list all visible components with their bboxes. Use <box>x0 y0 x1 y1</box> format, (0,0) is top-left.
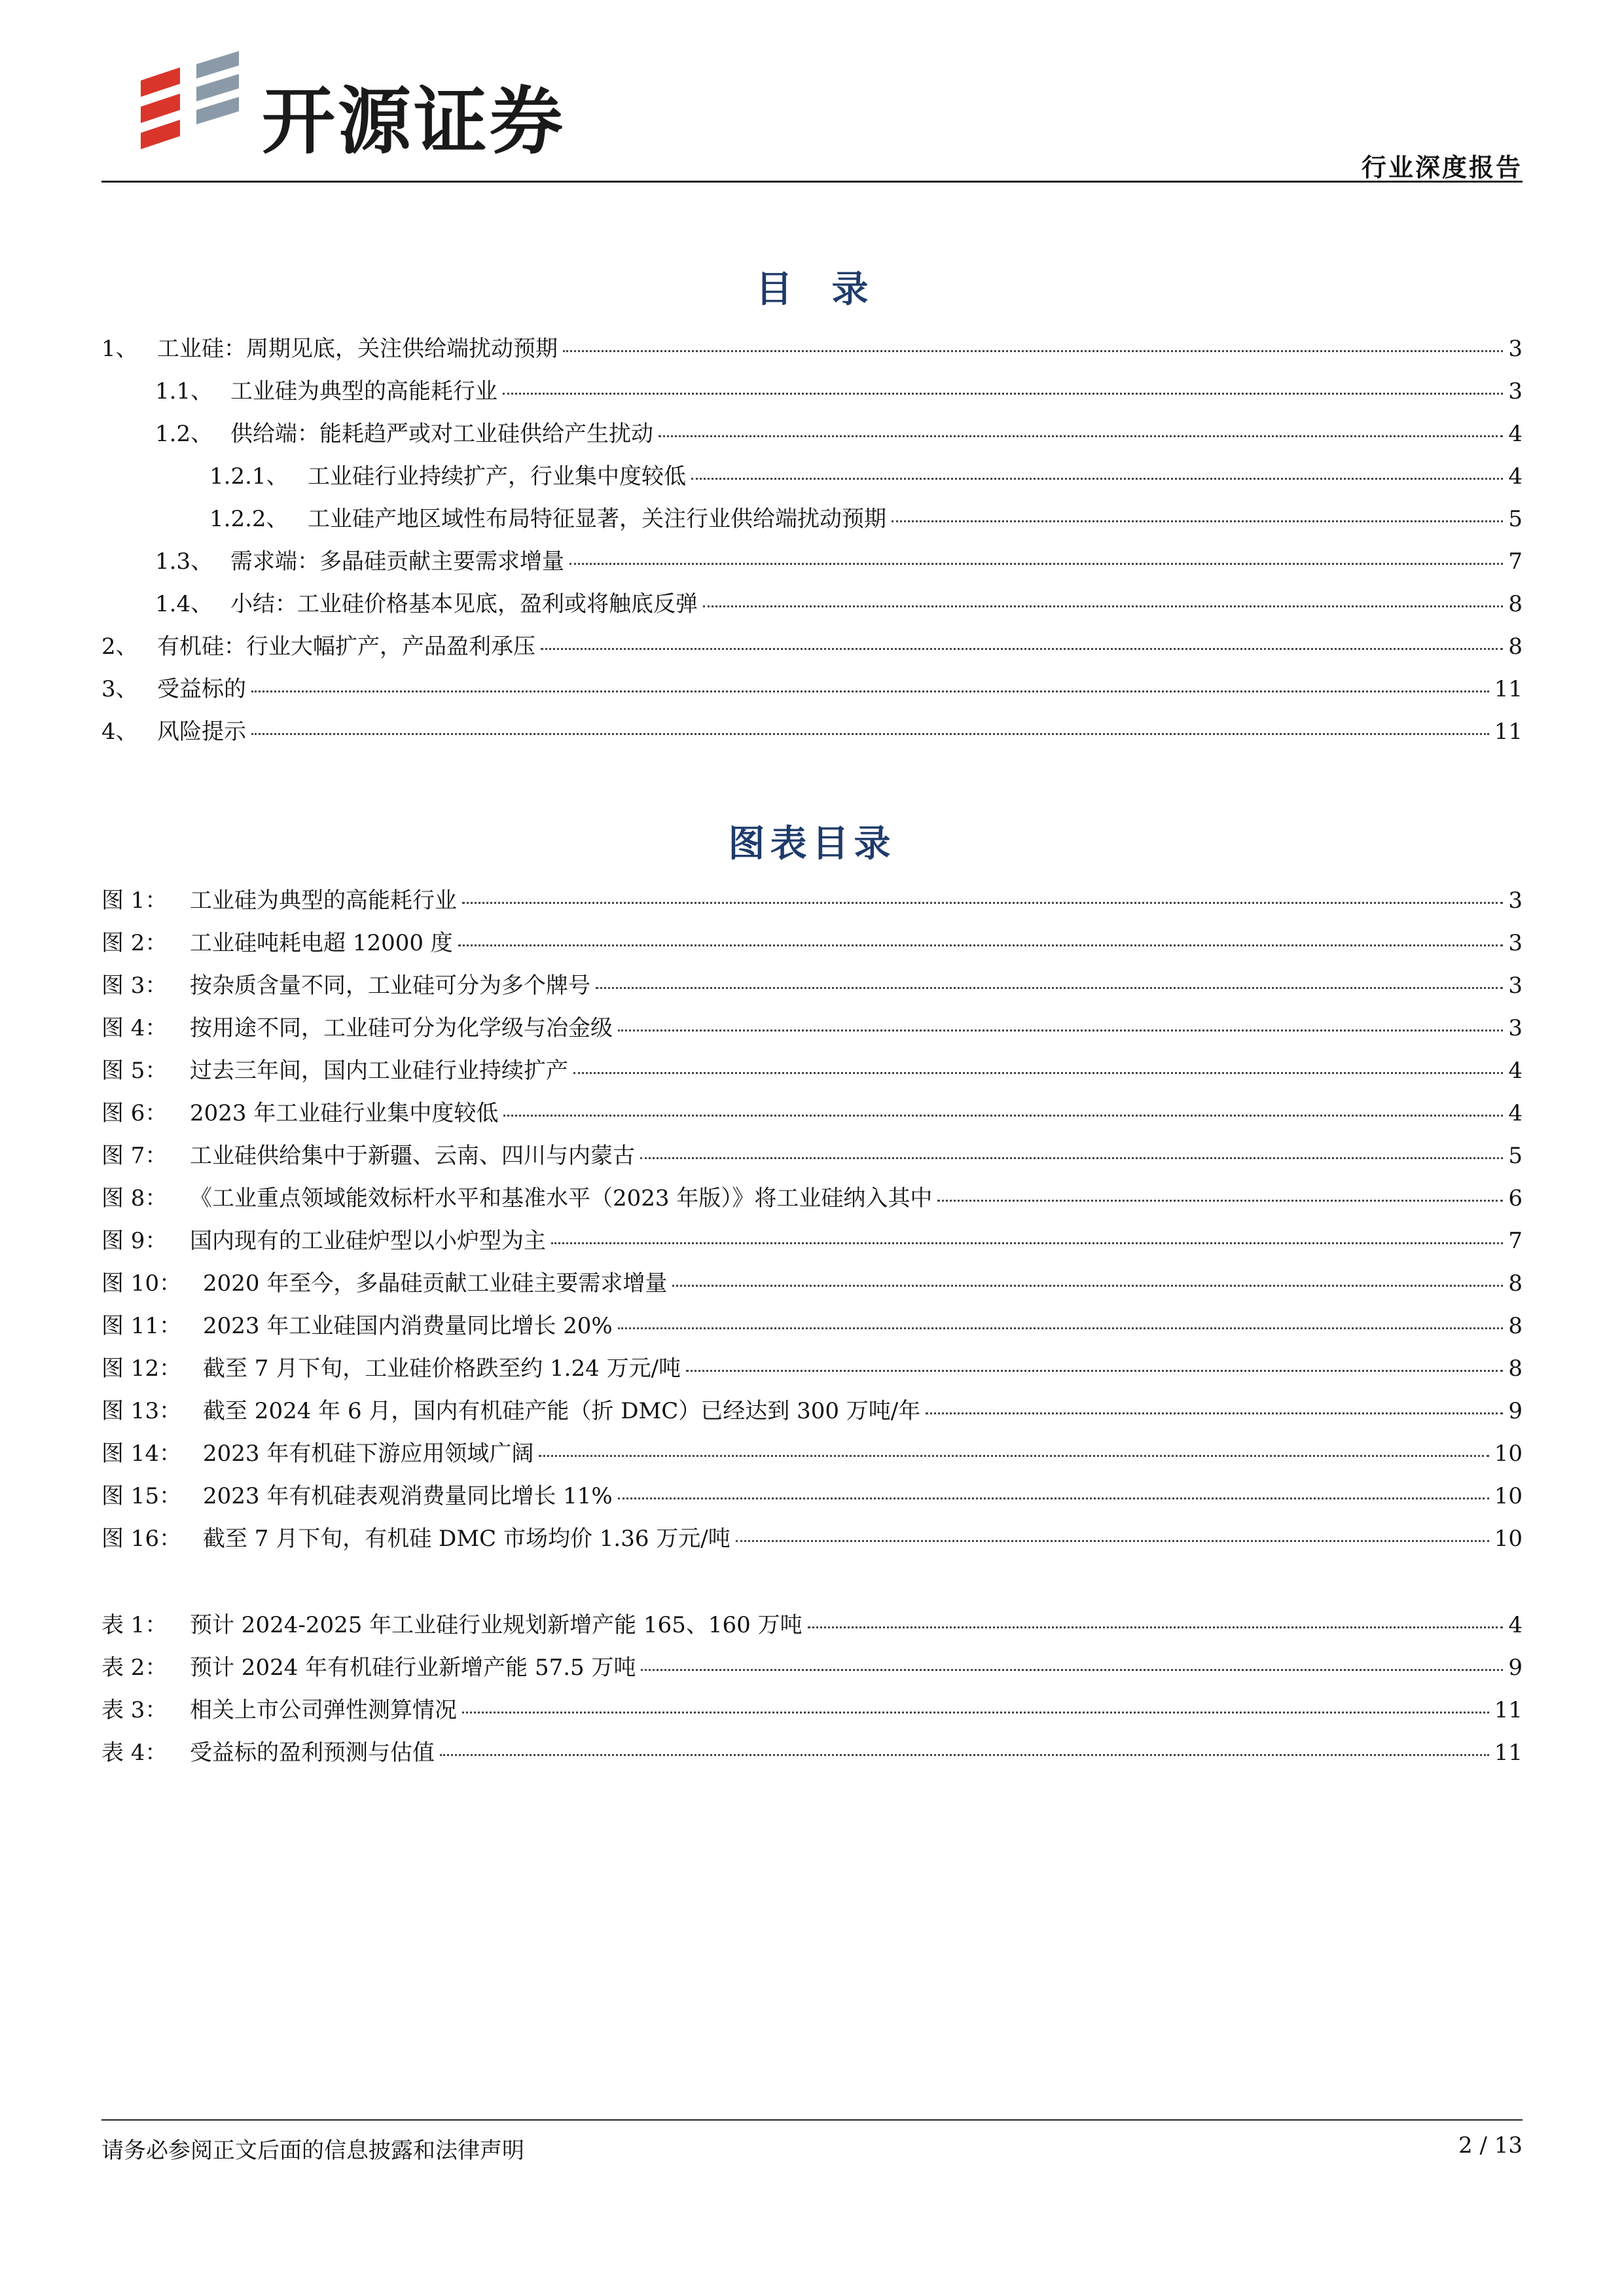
figure-page: 10 <box>1494 1441 1523 1467</box>
figure-title: 截至 7 月下旬，工业硅价格跌至约 1.24 万元/吨 <box>203 1355 681 1382</box>
figure-page: 8 <box>1508 1270 1523 1297</box>
dot-leader <box>641 1669 1503 1671</box>
figure-number: 图 4： <box>101 1015 168 1041</box>
figure-number: 图 9： <box>101 1228 168 1254</box>
figure-page: 9 <box>1508 1398 1523 1424</box>
dot-leader <box>937 1200 1503 1202</box>
report-type-label: 行业深度报告 <box>1361 153 1523 182</box>
figure-list-item[interactable] <box>101 1308 1523 1350</box>
figure-page: 5 <box>1508 1143 1523 1169</box>
figure-title: 工业硅为典型的高能耗行业 <box>190 888 457 914</box>
figure-title: 工业硅供给集中于新疆、云南、四川与内蒙古 <box>190 1143 635 1169</box>
figure-list-item[interactable] <box>101 1520 1523 1563</box>
figure-list-item[interactable] <box>101 967 1523 1010</box>
figure-list-title: 图表目录 <box>728 823 896 865</box>
dot-leader <box>458 944 1504 946</box>
dot-leader <box>251 691 1489 692</box>
figure-list-item[interactable] <box>101 1138 1523 1180</box>
dot-leader <box>573 1072 1503 1074</box>
figure-number: 图 15： <box>101 1483 182 1509</box>
figure-page: 4 <box>1508 1058 1523 1084</box>
toc-list <box>101 331 1523 756</box>
toc-item[interactable] <box>101 416 1523 458</box>
dot-leader <box>596 987 1503 989</box>
toc-item[interactable] <box>101 331 1523 373</box>
toc-item-page: 8 <box>1508 591 1523 617</box>
table-number: 表 1： <box>101 1612 168 1638</box>
dot-leader <box>659 435 1503 437</box>
figure-list-item[interactable] <box>101 1435 1523 1478</box>
toc-item[interactable] <box>101 543 1523 586</box>
toc-item[interactable] <box>101 713 1523 756</box>
dot-leader <box>569 563 1503 565</box>
toc-item-number: 1.2、 <box>155 421 213 447</box>
toc-item-title: 工业硅行业持续扩产，行业集中度较低 <box>308 463 686 490</box>
figure-title: 2023 年工业硅行业集中度较低 <box>190 1100 499 1126</box>
toc-item-page: 3 <box>1508 336 1523 362</box>
toc-item-number: 2、 <box>101 634 138 660</box>
dot-leader <box>672 1285 1503 1287</box>
dot-leader <box>563 350 1503 352</box>
figure-list-item[interactable] <box>101 1180 1523 1223</box>
figure-title: 过去三年间，国内工业硅行业持续扩产 <box>190 1058 568 1084</box>
toc-item-number: 1.1、 <box>155 378 213 404</box>
table-title: 相关上市公司弹性测算情况 <box>190 1697 457 1723</box>
table-page: 4 <box>1508 1612 1523 1638</box>
dot-leader <box>503 393 1503 395</box>
dot-leader <box>808 1626 1504 1628</box>
figure-title: 2023 年工业硅国内消费量同比增长 20% <box>203 1313 613 1339</box>
figure-page: 7 <box>1508 1228 1523 1254</box>
toc-item-number: 1、 <box>101 336 138 362</box>
toc-item-title: 工业硅为典型的高能耗行业 <box>230 378 497 404</box>
table-page: 9 <box>1508 1655 1523 1681</box>
figure-title: 按杂质含量不同，工业硅可分为多个牌号 <box>190 973 590 999</box>
dot-leader <box>640 1157 1503 1159</box>
figure-page: 3 <box>1508 973 1523 999</box>
figure-page: 3 <box>1508 1015 1523 1041</box>
dot-leader <box>539 1455 1489 1457</box>
figure-list-item[interactable] <box>101 1478 1523 1520</box>
figure-number: 图 7： <box>101 1143 168 1169</box>
figure-number: 图 12： <box>101 1355 182 1382</box>
toc-item-number: 4、 <box>101 719 138 745</box>
footer-divider <box>101 2119 1523 2121</box>
figure-page: 8 <box>1508 1355 1523 1382</box>
toc-item[interactable] <box>101 373 1523 416</box>
figure-number: 图 2： <box>101 930 168 956</box>
logo-mark-icon <box>134 51 245 149</box>
table-title: 预计 2024 年有机硅行业新增产能 57.5 万吨 <box>190 1655 636 1681</box>
toc-item-page: 4 <box>1508 463 1523 490</box>
figure-list-item[interactable] <box>101 882 1523 925</box>
page-number: 2 / 13 <box>1458 2132 1523 2159</box>
figure-page: 3 <box>1508 930 1523 956</box>
dot-leader <box>892 520 1503 522</box>
figure-number: 图 14： <box>101 1441 182 1467</box>
figure-number: 图 10： <box>101 1270 182 1297</box>
table-number: 表 3： <box>101 1697 168 1723</box>
table-list-item[interactable] <box>101 1734 1523 1777</box>
toc-item[interactable] <box>101 501 1523 543</box>
figure-page: 10 <box>1494 1483 1523 1509</box>
dot-leader <box>541 648 1503 650</box>
toc-item-title: 需求端：多晶硅贡献主要需求增量 <box>230 548 564 575</box>
dot-leader <box>440 1754 1489 1756</box>
toc-item-title: 工业硅：周期见底，关注供给端扰动预期 <box>157 336 558 362</box>
figure-number: 图 11： <box>101 1313 182 1339</box>
figure-list-item[interactable] <box>101 1265 1523 1308</box>
toc-item-page: 11 <box>1494 676 1523 702</box>
dot-leader <box>703 605 1503 607</box>
table-page: 11 <box>1494 1697 1523 1723</box>
toc-item-number: 1.2.2、 <box>209 506 289 532</box>
toc-item-page: 8 <box>1508 634 1523 660</box>
toc-item-page: 4 <box>1508 421 1523 447</box>
dot-leader <box>686 1370 1503 1372</box>
figure-number: 图 6： <box>101 1100 168 1126</box>
footer-disclaimer: 请务必参阅正文后面的信息披露和法律声明 <box>101 2138 524 2164</box>
dot-leader <box>462 902 1503 904</box>
toc-item[interactable] <box>101 458 1523 501</box>
figure-page: 3 <box>1508 888 1523 914</box>
toc-item-page: 5 <box>1508 506 1523 532</box>
figure-list <box>101 882 1523 1563</box>
table-title: 受益标的盈利预测与估值 <box>190 1740 435 1766</box>
toc-item-number: 1.3、 <box>155 548 213 575</box>
toc-item-page: 3 <box>1508 378 1523 404</box>
table-list <box>101 1607 1523 1777</box>
figure-list-item[interactable] <box>101 1052 1523 1095</box>
toc-item-page: 7 <box>1508 548 1523 575</box>
toc-item-number: 1.4、 <box>155 591 213 617</box>
toc-title: 目录 <box>755 268 908 311</box>
figure-number: 图 5： <box>101 1058 168 1084</box>
table-list-item[interactable] <box>101 1692 1523 1734</box>
toc-item-title: 小结：工业硅价格基本见底，盈利或将触底反弹 <box>230 591 698 617</box>
figure-list-item[interactable] <box>101 1010 1523 1052</box>
figure-title: 截至 2024 年 6 月，国内有机硅产能（折 DMC）已经达到 300 万吨/年 <box>203 1398 921 1424</box>
figure-number: 图 8： <box>101 1185 168 1211</box>
dot-leader <box>926 1412 1503 1414</box>
figure-title: 2020 年至今，多晶硅贡献工业硅主要需求增量 <box>203 1270 668 1297</box>
figure-list-item[interactable] <box>101 1095 1523 1138</box>
dot-leader <box>618 1030 1503 1031</box>
figure-number: 图 13： <box>101 1398 182 1424</box>
toc-item-title: 工业硅产地区域性布局特征显著，关注行业供给端扰动预期 <box>308 506 886 532</box>
toc-item[interactable] <box>101 671 1523 713</box>
dot-leader <box>462 1712 1489 1713</box>
table-number: 表 4： <box>101 1740 168 1766</box>
toc-item-title: 风险提示 <box>157 719 246 745</box>
toc-item-page: 11 <box>1494 719 1523 745</box>
dot-leader <box>618 1498 1489 1499</box>
dot-leader <box>618 1327 1504 1329</box>
table-page: 11 <box>1494 1740 1523 1766</box>
figure-page: 10 <box>1494 1526 1523 1552</box>
figure-title: 截至 7 月下旬，有机硅 DMC 市场均价 1.36 万元/吨 <box>203 1526 731 1552</box>
dot-leader <box>551 1242 1503 1244</box>
dot-leader <box>691 478 1503 480</box>
figure-list-item[interactable] <box>101 1350 1523 1393</box>
figure-number: 图 1： <box>101 888 168 914</box>
toc-item[interactable] <box>101 586 1523 628</box>
figure-page: 8 <box>1508 1313 1523 1339</box>
table-list-item[interactable] <box>101 1607 1523 1649</box>
toc-item-title: 有机硅：行业大幅扩产，产品盈利承压 <box>157 634 535 660</box>
table-title: 预计 2024-2025 年工业硅行业规划新增产能 165、160 万吨 <box>190 1612 803 1638</box>
toc-item-number: 1.2.1、 <box>209 463 289 490</box>
figure-list-item[interactable] <box>101 1393 1523 1435</box>
figure-title: 工业硅吨耗电超 12000 度 <box>190 930 453 956</box>
figure-title: 按用途不同，工业硅可分为化学级与冶金级 <box>190 1015 613 1041</box>
figure-title: 国内现有的工业硅炉型以小炉型为主 <box>190 1228 546 1254</box>
figure-page: 6 <box>1508 1185 1523 1211</box>
table-list-item[interactable] <box>101 1649 1523 1692</box>
toc-item[interactable] <box>101 628 1523 671</box>
figure-title: 2023 年有机硅表观消费量同比增长 11% <box>203 1483 613 1509</box>
figure-title: 2023 年有机硅下游应用领域广阔 <box>203 1441 534 1467</box>
figure-list-item[interactable] <box>101 925 1523 967</box>
dot-leader <box>736 1540 1489 1542</box>
toc-item-number: 3、 <box>101 676 138 702</box>
figure-number: 图 3： <box>101 973 168 999</box>
table-number: 表 2： <box>101 1655 168 1681</box>
figure-page: 4 <box>1508 1100 1523 1126</box>
header-divider <box>101 181 1523 183</box>
figure-title: 《工业重点领域能效标杆水平和基准水平（2023 年版）》将工业硅纳入其中 <box>190 1185 933 1211</box>
toc-item-title: 供给端：能耗趋严或对工业硅供给产生扰动 <box>230 421 653 447</box>
figure-number: 图 16： <box>101 1526 182 1552</box>
company-name: 开源证券 <box>262 79 566 164</box>
figure-list-item[interactable] <box>101 1223 1523 1265</box>
dot-leader <box>251 733 1489 735</box>
dot-leader <box>503 1115 1503 1117</box>
toc-item-title: 受益标的 <box>157 676 246 702</box>
